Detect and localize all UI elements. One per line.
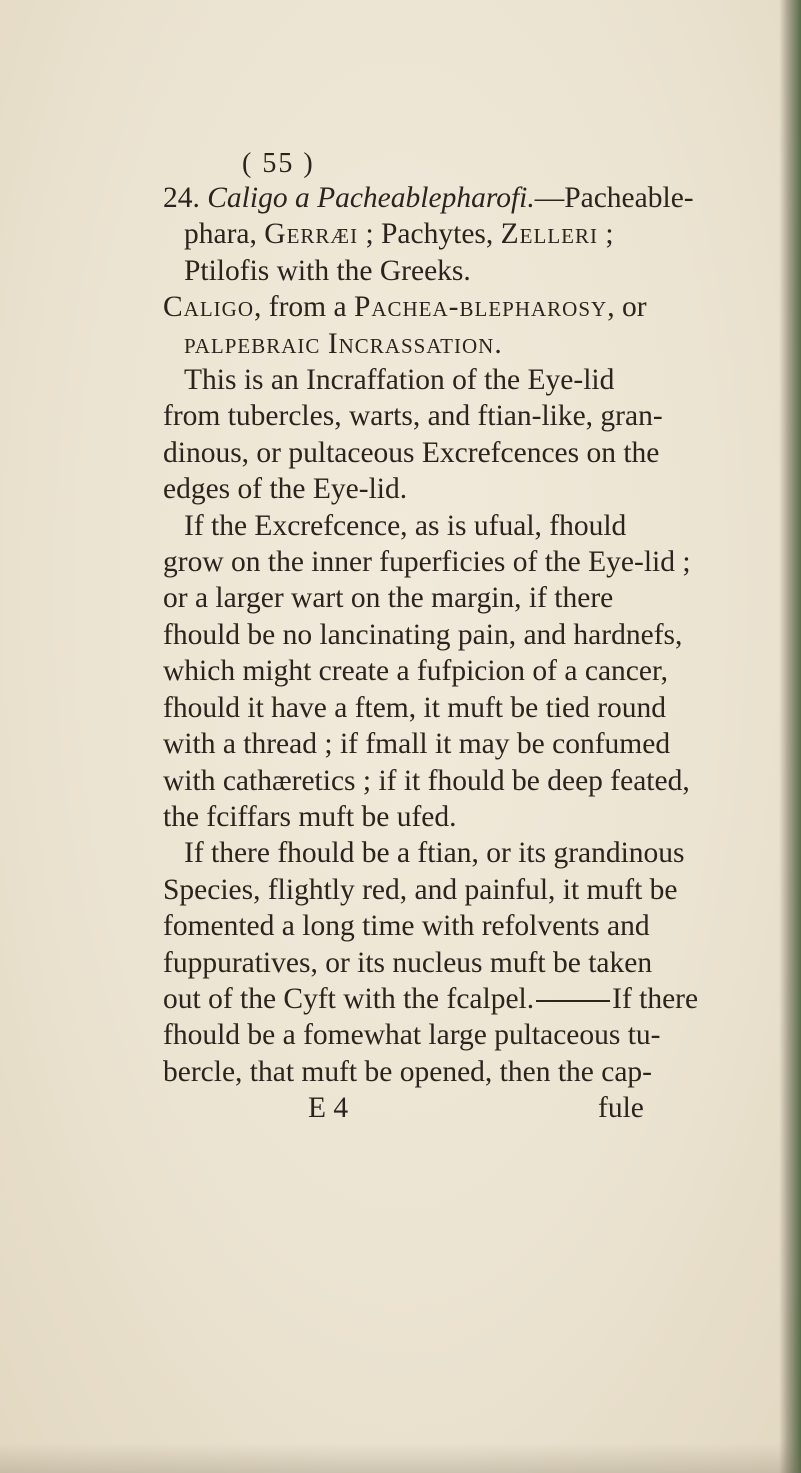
author-name: Gerræi (264, 218, 359, 251)
text-span: ; Pachytes, (365, 218, 494, 251)
section-number: 24. (163, 182, 200, 214)
text-line: If there fhould be a ftian, or its grandinous (184, 837, 685, 870)
text-span: , from a (254, 291, 347, 324)
page-bottom-edge (0, 1443, 801, 1473)
heading-term: palpebraic (184, 327, 321, 360)
text-line: bercle, that muft be opened, then the cap- (163, 1055, 652, 1088)
text-span: . (494, 327, 502, 360)
body-text (163, 180, 723, 1126)
text-span: If there (612, 982, 699, 1015)
text-span: —Pacheable- (534, 182, 694, 214)
text-line (163, 981, 723, 1017)
catchword: fule (598, 1092, 644, 1125)
heading-term: Caligo (163, 291, 254, 324)
text-span: out of the Cyft with the fcalpel. (163, 982, 535, 1015)
heading-term: Pachea-blepharosy (353, 291, 608, 324)
text-line: fhould it have a ftem, it muft be tied round (163, 691, 667, 724)
text-line: edges of the Eye-lid. (163, 473, 408, 506)
text-line: fhould be a fomewhat large pultaceous tu- (163, 1019, 661, 1052)
text-line: fhould be no lancinating pain, and hardnefs, (163, 618, 683, 651)
text-line: fuppuratives, or its nucleus muft be taken (163, 946, 653, 979)
text-line: or a larger wart on the margin, if there (163, 582, 614, 615)
text-line: Ptilofis with the Greeks. (184, 254, 471, 287)
section-title: Caligo a Pacheablepharofi. (207, 182, 535, 214)
heading-line (163, 289, 723, 325)
text-line: Species, flightly red, and painful, it muft be (163, 873, 678, 906)
heading-line (163, 326, 723, 362)
page-number: ( 55 ) (242, 148, 315, 179)
heading-term: Incrassation (327, 327, 495, 360)
footer-row (163, 1090, 723, 1126)
page-binding-edge (779, 0, 801, 1473)
text-line: grow on the inner fuperficies of the Eye-lid ; (163, 546, 691, 579)
em-dash-rule (536, 1000, 610, 1002)
text-line: with a thread ; if fmall it may be confumed (163, 728, 671, 761)
text-line: This is an Incraffation of the Eye-lid (184, 364, 615, 397)
text-line: which might create a fufpicion of a cancer, (163, 655, 668, 688)
text-line: from tubercles, warts, and ftian-like, gran- (163, 400, 663, 433)
text-line: with cathæretics ; if it fhould be deep feated, (163, 764, 690, 797)
text-span: phara, (184, 218, 257, 251)
author-name: Zelleri (500, 218, 598, 251)
text-line: If the Excrefcence, as is ufual, fhould (184, 509, 627, 542)
text-line: dinous, or pultaceous Excrefcences on the (163, 436, 660, 469)
text-span: ; (605, 218, 614, 251)
text-line: the fciffars muft be ufed. (163, 800, 457, 833)
text-span: , or (607, 291, 647, 324)
text-line: fomented a long time with refolvents and (163, 910, 650, 943)
text-line (163, 216, 723, 252)
signature-mark: E 4 (308, 1092, 349, 1125)
text-line (163, 180, 723, 216)
